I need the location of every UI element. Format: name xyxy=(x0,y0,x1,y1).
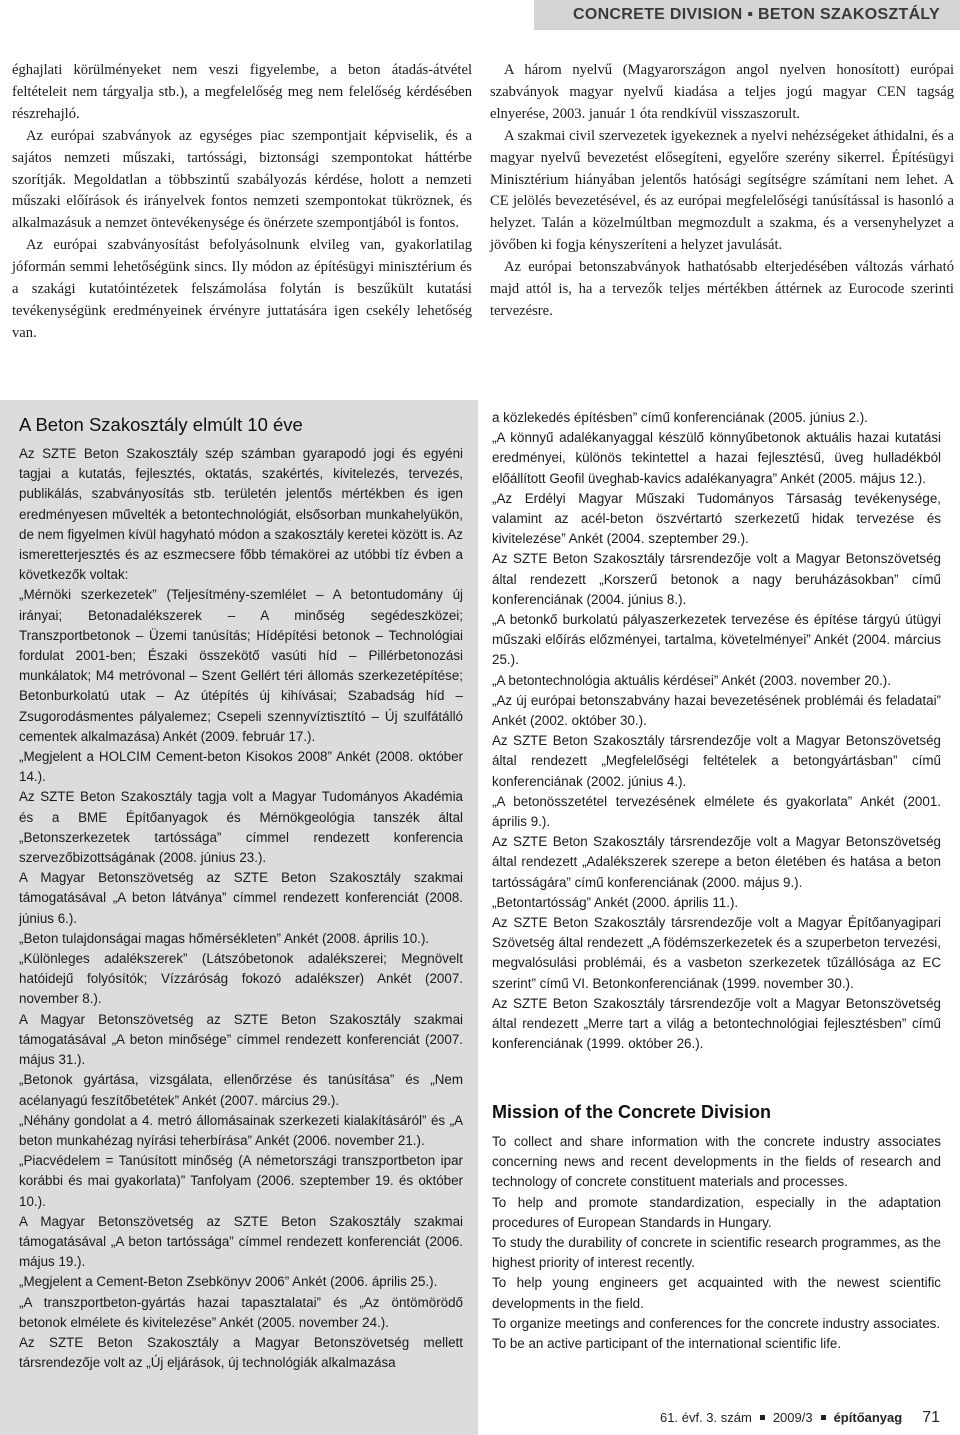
running-header-title: CONCRETE DIVISION ▪ BETON SZAKOSZTÁLY xyxy=(572,6,940,23)
history-item: „Betontartósság” Ankét (2000. április 11.). xyxy=(492,894,739,910)
history-item: „Néhány gondolat a 4. metró állomásainak szerkezeti kialakításáról” és „A beton munkahézag nyírási teherbírása” Ankét (2006. november 21.). xyxy=(19,1112,463,1148)
history-item: „Az Erdélyi Magyar Műszaki Tudományos Társaság tevékenysége, valamint az acél-beton öszvértartó szerkezetű hidak tervezése és kivitelezése” Ankét (2004. szeptember 29.). xyxy=(492,490,941,547)
mission-item: To collect and share information with the concrete industry associates concerning news and recent developments in the fields of research and technology of concrete constituent materials and processes. xyxy=(492,1134,941,1190)
page-footer xyxy=(660,1409,940,1427)
history-heading: A Beton Szakosztály elmúlt 10 éve xyxy=(19,414,303,435)
history-item: „A betonkő burkolatú pályaszerkezetek tervezése és építése tárgyú útügyi műszaki előírás előzményei, tartalma, követelményei” Ankét (2004. március 25.). xyxy=(492,612,941,668)
paragraph: Az európai szabványok az egységes piac szempontjait képviselik, és a sajátos nemzeti műszaki, tartóssági, biztonsági szempontokat háttérbe szorítják. Megoldatlan a többszintű szabályozás kérdése, holott a nemzeti műszaki előírások és irányelvek fontos nemzeti szempontokat tükröznek, és alkalmazásuk a nemzet öntevékenysége és önérzete szempontjából is fontos. xyxy=(12,127,472,232)
history-list-left xyxy=(19,444,463,1373)
history-item: „A betonösszetétel tervezésének elmélete és gyakorlata” Ankét (2001. április 9.). xyxy=(492,793,941,830)
history-item: Az SZTE Beton Szakosztály társrendezője volt a Magyar Betonszövetség által rendezett „Megfelelőségi feltételek a betongyártásban” című konferenciának (2002. június 4.). xyxy=(492,733,941,789)
mission-item: To organize meetings and conferences for the concrete industry associates. xyxy=(492,1315,941,1331)
history-item: „Mérnöki szerkezetek” (Teljesítmény-szemlélet – A betontudomány új irányai; Betonadalékszerek – A minőség segédeszközei; Transzportbetonok – Üzemi tanúsítás; Hídépítési betonok – Technológiai fordulat 2001-ben; Északi összekötő vasúti híd – Pillérbetonozási munkálatok; M4 metróvonal – Szent Gellért téri állomás szerkezetépítése; Betonburkolatú utak – Az útépítés új kihívásai; Szabadság híd – Zsugorodásmentes pályalemez; Csepeli szennyvíztisztító – Új szulfátálló cementek alkalmazása) Ankét (2009. február 17.). xyxy=(19,587,463,744)
history-item: „Különleges adalékszerek” (Látszóbetonok adalékszerei; Megnövelt hatóidejű folyósítók; Vízzáróság fokozó adalékszer) Ankét (2007. november 8.). xyxy=(19,951,463,1007)
history-item: Az SZTE Beton Szakosztály szép számban gyarapodó jogi és egyéni tagjai a kutatás, fejlesztés, oktatás, szakértés, kivitelezés, tervezés, publikálás, szabványosítás stb. területén jelentős mértékben és igen eredményesen művelték a betontechnológiát, elsősorban munkahelyükön, de nem figyelmen kívül hagyható módon a szakosztály keretei között is. Az ismeretterjesztés és az eszmecsere főbb témakörei az utóbbi tíz évben a következők voltak: xyxy=(19,446,463,583)
history-item: „Megjelent a HOLCIM Cement-beton Kisokos 2008” Ankét (2008. október 14.). xyxy=(19,749,463,785)
history-item: A Magyar Betonszövetség az SZTE Beton Szakosztály szakmai támogatásával „A beton látványa” címmel rendezett konferenciát (2008. június 6.). xyxy=(19,870,463,926)
history-item: Az SZTE Beton Szakosztály tagja volt a Magyar Tudományos Akadémia és a BME Építőanyagok és Mérnökgeológia tanszék által „Betonszerkezetek tartóssága” címmel rendezett konferencia szervezőbizottságának (2008. június 23.). xyxy=(19,789,463,866)
history-item: Az SZTE Beton Szakosztály a Magyar Betonszövetség mellett társrendezője volt az „Új eljárások, új technológiák alkalmazása xyxy=(19,1334,463,1371)
history-item: A Magyar Betonszövetség az SZTE Beton Szakosztály szakmai támogatásával „A beton minősége” címmel rendezett konferenciát (2007. május 31.). xyxy=(19,1011,463,1068)
top-left-column xyxy=(12,60,472,345)
footer-issue: 2009/3 xyxy=(772,1410,813,1425)
history-item: „Megjelent a Cement-Beton Zsebkönyv 2006” Ankét (2006. április 25.). xyxy=(19,1274,438,1290)
footer-volume: 61. évf. 3. szám xyxy=(660,1410,752,1425)
mission-item: To study the durability of concrete in scientific research programmes, as the highest priority of interest recently. xyxy=(492,1235,941,1271)
history-item: „Betonok gyártása, vizsgálata, ellenőrzése és tanúsítása” és „Nem acélanyagú feszítőbetétek” Ankét (2007. március 29.). xyxy=(19,1072,463,1108)
mission-item: To be an active participant of the international scientific life. xyxy=(492,1336,842,1352)
square-bullet-icon xyxy=(760,1415,765,1420)
history-item: „A transzportbeton-gyártás hazai tapasztalatai” és „Az öntömörödő betonok elmélete és kivitelezése” Ankét (2005. november 24.). xyxy=(19,1294,463,1330)
mission-heading: Mission of the Concrete Division xyxy=(492,1102,772,1122)
journal-brand: építőanyag xyxy=(833,1410,903,1425)
mission-item: To help and promote standardization, especially in the adaptation procedures of European Standards in Hungary. xyxy=(492,1194,941,1230)
history-item: „Beton tulajdonságai magas hőmérsékleten” Ankét (2008. április 10.). xyxy=(19,930,430,946)
top-right-column xyxy=(490,60,954,323)
paragraph: Az európai betonszabványok hathatósabb elterjedésében változás várható majd attól is, ha a tervezők teljes mértékben áttérnek az Eurocode szerinti tervezésre. xyxy=(490,259,954,319)
history-item: A Magyar Betonszövetség az SZTE Beton Szakosztály szakmai támogatásával „A beton tartóssága” címmel rendezett konferenciát (2006. május 19.). xyxy=(19,1213,463,1270)
header-band xyxy=(534,0,960,30)
paragraph: A szakmai civil szervezetek igyekeznek a nyelvi nehézségeket áthidalni, és a magyar nyelvű bevezetést elősegíteni, egyelőre szerény sikerrel. Építésügyi Minisztérium hiányában jelentős hatósági segítségre számítani nem lehet. A CE jelölés bevezetésével, és az európai megfelelőségi tanúsítással is hasonló a helyzet. Talán a közelmúltban megmozdult a szakma, és a versenyhelyzet a jövőben ki fogja kényszeríteni a helyzet javulását. xyxy=(490,127,954,254)
history-item: „A könnyű adalékanyaggal készülő könnyűbetonok aktuális hazai kutatási eredményei, különös tekintettel a hazai fejlesztésű, üveg hulladékból előállított Geofil üveghab-kavics adalékanyagra” Ankét (2005. május 12.). xyxy=(492,430,941,486)
paragraph: Az európai szabványosítást befolyásolnunk elvileg van, gyakorlatilag jóformán semmi lehetőségünk sincs. Ily módon az építésügyi minisztérium és a szakági kutatóintézetek felszámolása folytán is beszűkült kutatási tevékenységünk eredményeinek érvényre juttatására igen csekély lehetőség van. xyxy=(12,237,472,341)
mission-list xyxy=(492,1132,941,1354)
page-number: 71 xyxy=(922,1409,940,1426)
mission-item: To help young engineers get acquainted with the newest scientific developments in the field. xyxy=(492,1275,941,1311)
history-item: Az SZTE Beton Szakosztály társrendezője volt a Magyar Betonszövetség által rendezett „Korszerű betonok a nagy beruházásokban” című konferenciának (2004. június 8.). xyxy=(492,551,941,607)
history-item: a közlekedés építésben” című konferenciának (2005. június 2.). xyxy=(492,410,868,425)
history-list-right xyxy=(492,408,941,1055)
history-item: „Piacvédelem = Tanúsított minőség (A németországi transzportbeton ipar korábbi és mai gyakorlata)” Tanfolyam (2006. szeptember 19. és október 10.). xyxy=(19,1153,463,1209)
history-item: „A betontechnológia aktuális kérdései” Ankét (2003. november 20.). xyxy=(492,672,891,688)
history-item: „Az új európai betonszabvány hazai bevezetésének problémái és feladatai” Ankét (2002. október 30.). xyxy=(492,692,941,729)
history-item: Az SZTE Beton Szakosztály társrendezője volt a Magyar Építőanyagipari Szövetség által rendezett „A födémszerkezetek és a szuperbeton tervezési, megvalósulási problémái, és a vasbeton szerkezetek tűzállósága az EC szerint” című VI. Betonkonferenciának (1999. november 30.). xyxy=(492,915,941,991)
square-bullet-icon xyxy=(821,1415,826,1420)
paragraph: éghajlati körülményeket nem veszi figyelembe, a beton átadás-átvétel feltételeit nem tárgyalja stb.), a megfelelőség meg nem felelőség kérdésében részrehajló. xyxy=(12,62,472,122)
history-item: Az SZTE Beton Szakosztály társrendezője volt a Magyar Betonszövetség által rendezett „Merre tart a világ a betontechnológiai fejlesztésben” című konferenciának (1999. október 26.). xyxy=(492,995,941,1052)
history-item: Az SZTE Beton Szakosztály társrendezője volt a Magyar Betonszövetség által rendezett „Adalékszerek szerepe a beton életében és hatása a beton tartósságára” című konferenciának (2000. május 9.). xyxy=(492,834,941,890)
paragraph: A három nyelvű (Magyarországon angol nyelven honosított) európai szabványok magyar nyelvű kiadása a teljes jogú magyar CEN tagság elnyerése, 2003. január 1 óta rendkívül visszaszorult. xyxy=(490,62,954,122)
